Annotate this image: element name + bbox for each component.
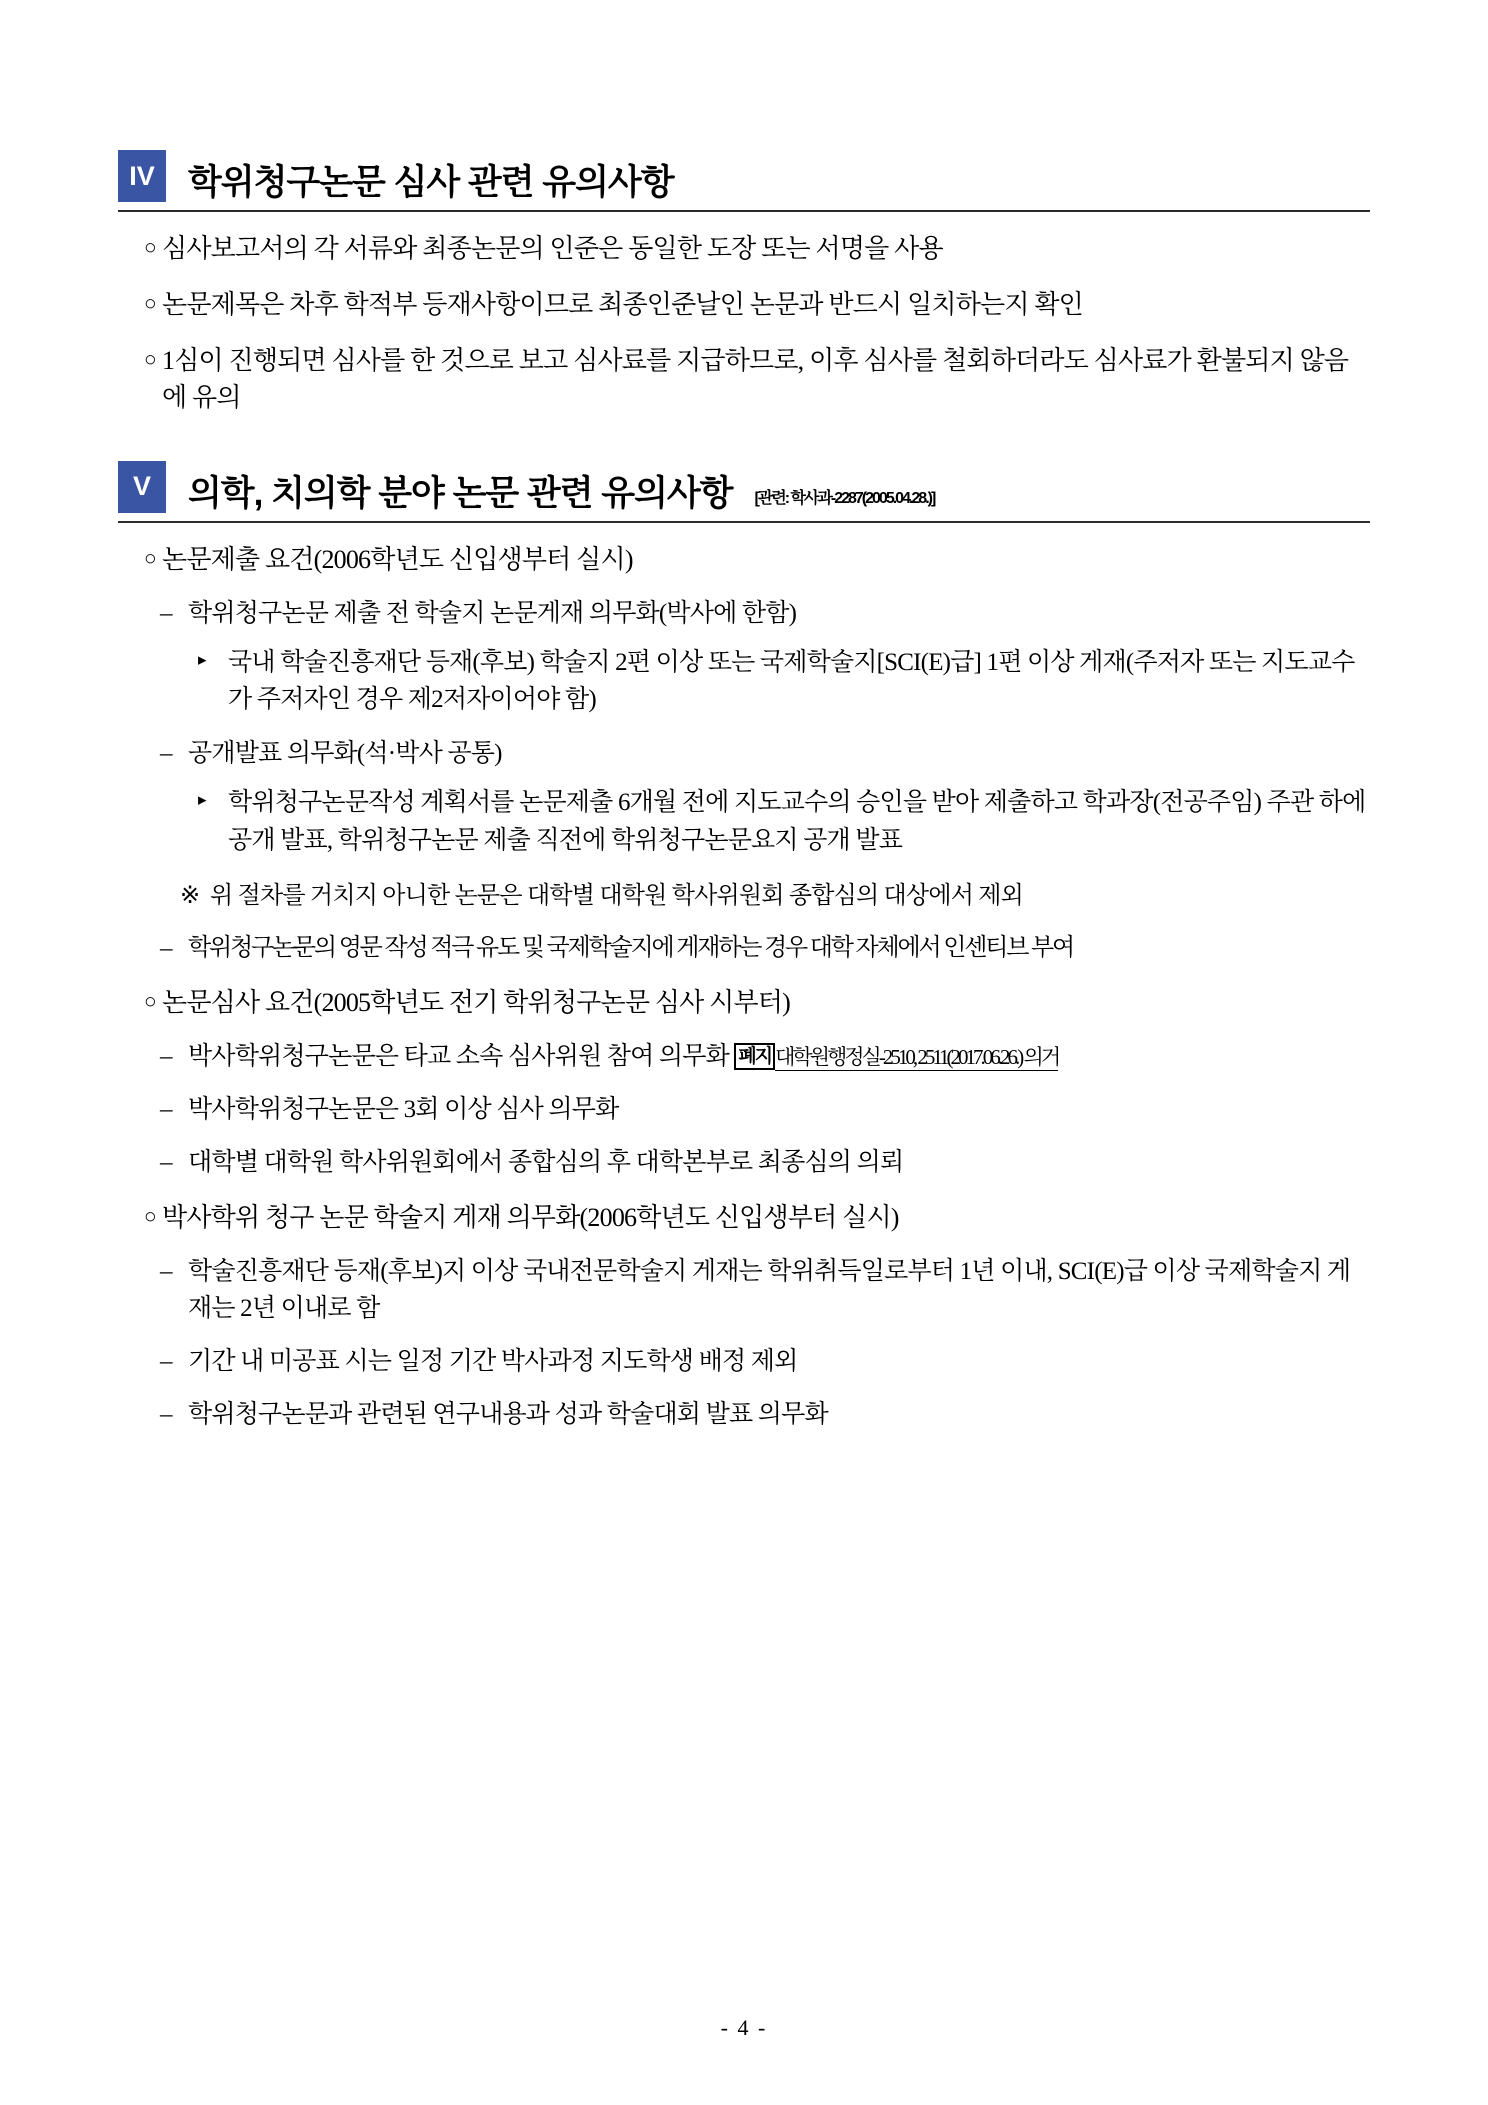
list-bullet: ○ — [144, 290, 156, 315]
list-item — [118, 931, 1370, 966]
section-number-badge: V — [118, 461, 166, 513]
list-item — [118, 1092, 1370, 1128]
section-title: 학위청구논문 심사 관련 유의사항 — [188, 163, 674, 202]
list-bullet: – — [160, 599, 172, 627]
list-bullet: ○ — [144, 1204, 156, 1229]
list-item-text: 학위청구논문과 관련된 연구내용과 성과 학술대회 발표 의무화 — [188, 1401, 828, 1429]
list-item-text: 박사학위청구논문은 3회 이상 심사 의무화 — [188, 1095, 619, 1123]
list-bullet: ▸ — [198, 790, 206, 810]
list-bullet: – — [160, 1149, 172, 1177]
list-item — [118, 1397, 1370, 1433]
list-item-text: 박사학위 청구 논문 학술지 게재 의무화(2006학년도 신입생부터 실시) — [162, 1203, 899, 1233]
list-item — [118, 1200, 1370, 1237]
list-item — [118, 985, 1370, 1022]
list-item-note — [118, 879, 1370, 914]
list-bullet: ○ — [144, 346, 156, 371]
list-bullet: ○ — [144, 545, 156, 570]
list-item — [118, 287, 1370, 324]
section-heading-4 — [118, 150, 1370, 212]
stamp-reference-text: 대학원행정실-2510, 2511(2017.06.26.) 의거 — [775, 1044, 1059, 1069]
list-item-text: 논문제목은 차후 학적부 등재사항이므로 최종인준날인 논문과 반드시 일치하는지 확인 — [162, 289, 1083, 319]
list-item-text: 기간 내 미공표 시는 일정 기간 박사과정 지도학생 배정 제외 — [188, 1347, 798, 1375]
list-bullet: – — [160, 1042, 172, 1070]
list-item — [118, 1145, 1370, 1181]
list-item-text: 학위청구논문작성 계획서를 논문제출 6개월 전에 지도교수의 승인을 받아 제출하고 학과장(전공주임) 주관 하에 공개 발표, 학위청구논문 제출 직전에 학위청구논문요지 공개 발표 — [228, 789, 1366, 854]
page-number: - 4 - — [720, 2015, 768, 2040]
list-bullet: – — [160, 1258, 172, 1286]
list-item — [118, 1254, 1370, 1327]
list-bullet: ▸ — [198, 649, 206, 669]
section-number-badge: IV — [118, 150, 166, 202]
section-heading-5 — [118, 461, 1370, 523]
list-bullet: – — [160, 1095, 172, 1123]
list-item-text: 대학별 대학원 학사위원회에서 종합심의 후 대학본부로 최종심의 의뢰 — [188, 1149, 904, 1177]
list-item-text: 국내 학술진흥재단 등재(후보) 학술지 2편 이상 또는 국제학술지[SCI(E)급] 1편 이상 게재(주저자 또는 지도교수가 주저자인 경우 제2저자이어야 함) — [228, 648, 1355, 714]
section-title: 의학, 치의학 분야 논문 관련 유의사항 — [188, 473, 733, 513]
note-marker: ※ — [180, 883, 200, 910]
list-item-text: 논문제출 요건(2006학년도 신입생부터 실시) — [162, 544, 633, 574]
list-item — [118, 343, 1370, 417]
list-bullet: – — [160, 934, 172, 962]
list-item-text: 공개발표 의무화(석·박사 공통) — [188, 739, 502, 767]
page-footer — [0, 2015, 1488, 2041]
section-reference-note: [관련: 학사과-2287(2005.04.28.)] — [754, 489, 935, 507]
list-item — [118, 1344, 1370, 1380]
list-item — [118, 231, 1370, 268]
list-item — [118, 784, 1370, 859]
note-text: 위 절차를 거치지 아니한 논문은 대학별 대학원 학사위원회 종합심의 대상에서 제외 — [210, 883, 1024, 910]
list-item-text: 논문심사 요건(2005학년도 전기 학위청구논문 심사 시부터) — [162, 987, 790, 1017]
list-item-text: 학위청구논문 제출 전 학술지 논문게재 의무화(박사에 한함) — [188, 599, 797, 627]
list-item-text: 심사보고서의 각 서류와 최종논문의 인준은 동일한 도장 또는 서명을 사용 — [162, 234, 943, 263]
list-bullet: ○ — [144, 988, 156, 1013]
list-item-text: 박사학위청구논문은 타교 소속 심사위원 참여 의무화 — [188, 1042, 729, 1070]
list-bullet: – — [160, 1347, 172, 1375]
list-item — [118, 596, 1370, 632]
list-bullet: – — [160, 1401, 172, 1429]
list-item-text: 1심이 진행되면 심사를 한 것으로 보고 심사료를 지급하므로, 이후 심사를 철회하더라도 심사료가 환불되지 않음에 유의 — [162, 345, 1349, 412]
abolished-stamp: 폐지 — [734, 1043, 775, 1071]
list-item-text-wrapper — [188, 1039, 1370, 1075]
list-item-with-stamp — [118, 1039, 1370, 1075]
list-item — [118, 542, 1370, 579]
list-item-text: 학위청구논문의 영문 작성 적극 유도 및 국제학술지에 게재하는 경우 대학 자체에서 인센티브 부여 — [188, 934, 1073, 961]
list-item-text: 학술진흥재단 등재(후보)지 이상 국내전문학술지 게재는 학위취득일로부터 1년 이내, SCI(E)급 이상 국제학술지 게재는 2년 이내로 함 — [188, 1258, 1351, 1322]
list-bullet: – — [160, 739, 172, 767]
list-item — [118, 644, 1370, 719]
list-item — [118, 736, 1370, 772]
list-bullet: ○ — [144, 235, 156, 259]
